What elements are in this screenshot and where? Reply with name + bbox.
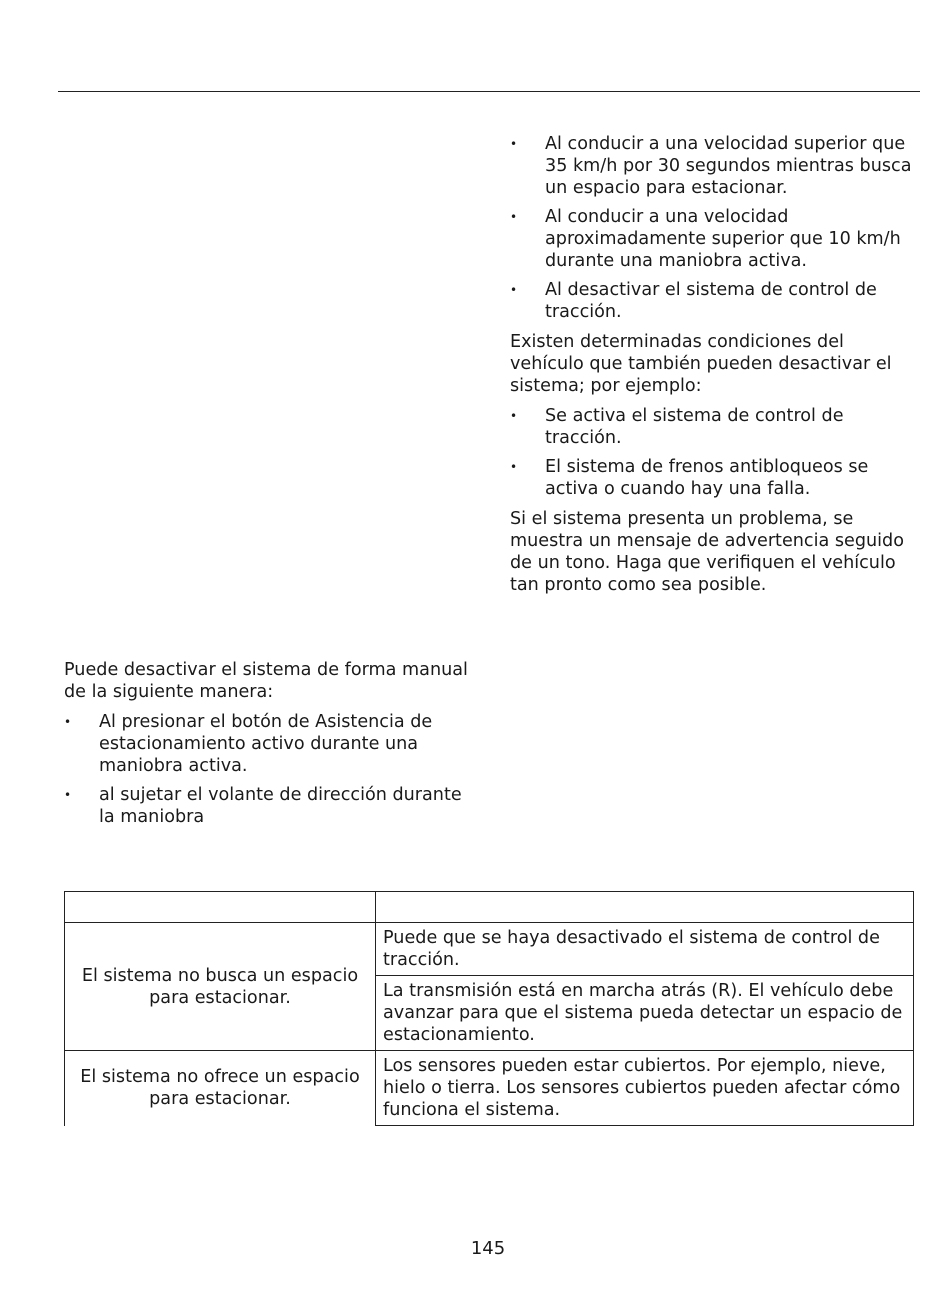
table-header-cell bbox=[376, 892, 914, 923]
table-row bbox=[65, 923, 914, 976]
body-paragraph: Puede desactivar el sistema de forma manual de la siguiente manera: bbox=[64, 660, 468, 702]
page-number: 145 bbox=[470, 1238, 506, 1259]
list-item: • El sistema de frenos antibloqueos se activa o cuando hay una falla. bbox=[510, 456, 920, 500]
vehicle-conditions-list bbox=[510, 405, 920, 500]
table-row bbox=[65, 1051, 914, 1126]
condition-cell: El sistema no ofrece un espacio para estacionar. bbox=[65, 1051, 376, 1126]
list-item: • al sujetar el volante de dirección durante la maniobra bbox=[64, 784, 474, 828]
left-column bbox=[64, 659, 474, 836]
right-column bbox=[510, 133, 920, 604]
cause-cell: La transmisión está en marcha atrás (R). El vehículo debe avanzar para que el sistema pueda detectar un espacio de estacionamiento. bbox=[376, 976, 914, 1051]
header-rule bbox=[58, 91, 920, 92]
list-item: • Se activa el sistema de control de tracción. bbox=[510, 405, 920, 449]
table-header-cell bbox=[65, 892, 376, 923]
body-paragraph: Si el sistema presenta un problema, se muestra un mensaje de advertencia seguido de un tono. Haga que verifiquen el vehículo tan pronto como sea posible. bbox=[510, 509, 904, 595]
table-header-row bbox=[65, 892, 914, 923]
cause-cell: Los sensores pueden estar cubiertos. Por ejemplo, nieve, hielo o tierra. Los sensores cubiertos pueden afectar cómo funciona el sistema. bbox=[376, 1051, 914, 1126]
list-item: • Al conducir a una velocidad aproximadamente superior que 10 km/h durante una maniobra activa. bbox=[510, 206, 920, 272]
condition-cell: El sistema no busca un espacio para estacionar. bbox=[65, 923, 376, 1051]
list-item: • Al conducir a una velocidad superior que 35 km/h por 30 segundos mientras busca un espacio para estacionar. bbox=[510, 133, 920, 199]
cause-cell: Puede que se haya desactivado el sistema de control de tracción. bbox=[376, 923, 914, 976]
list-item: • Al presionar el botón de Asistencia de estacionamiento activo durante una maniobra activa. bbox=[64, 711, 474, 777]
troubleshooting-table bbox=[64, 891, 914, 1126]
manual-deactivation-list bbox=[64, 711, 474, 828]
list-item: • Al desactivar el sistema de control de tracción. bbox=[510, 279, 920, 323]
body-paragraph: Existen determinadas condiciones del vehículo que también pueden desactivar el sistema; por ejemplo: bbox=[510, 332, 892, 396]
auto-deactivation-list bbox=[510, 133, 920, 323]
